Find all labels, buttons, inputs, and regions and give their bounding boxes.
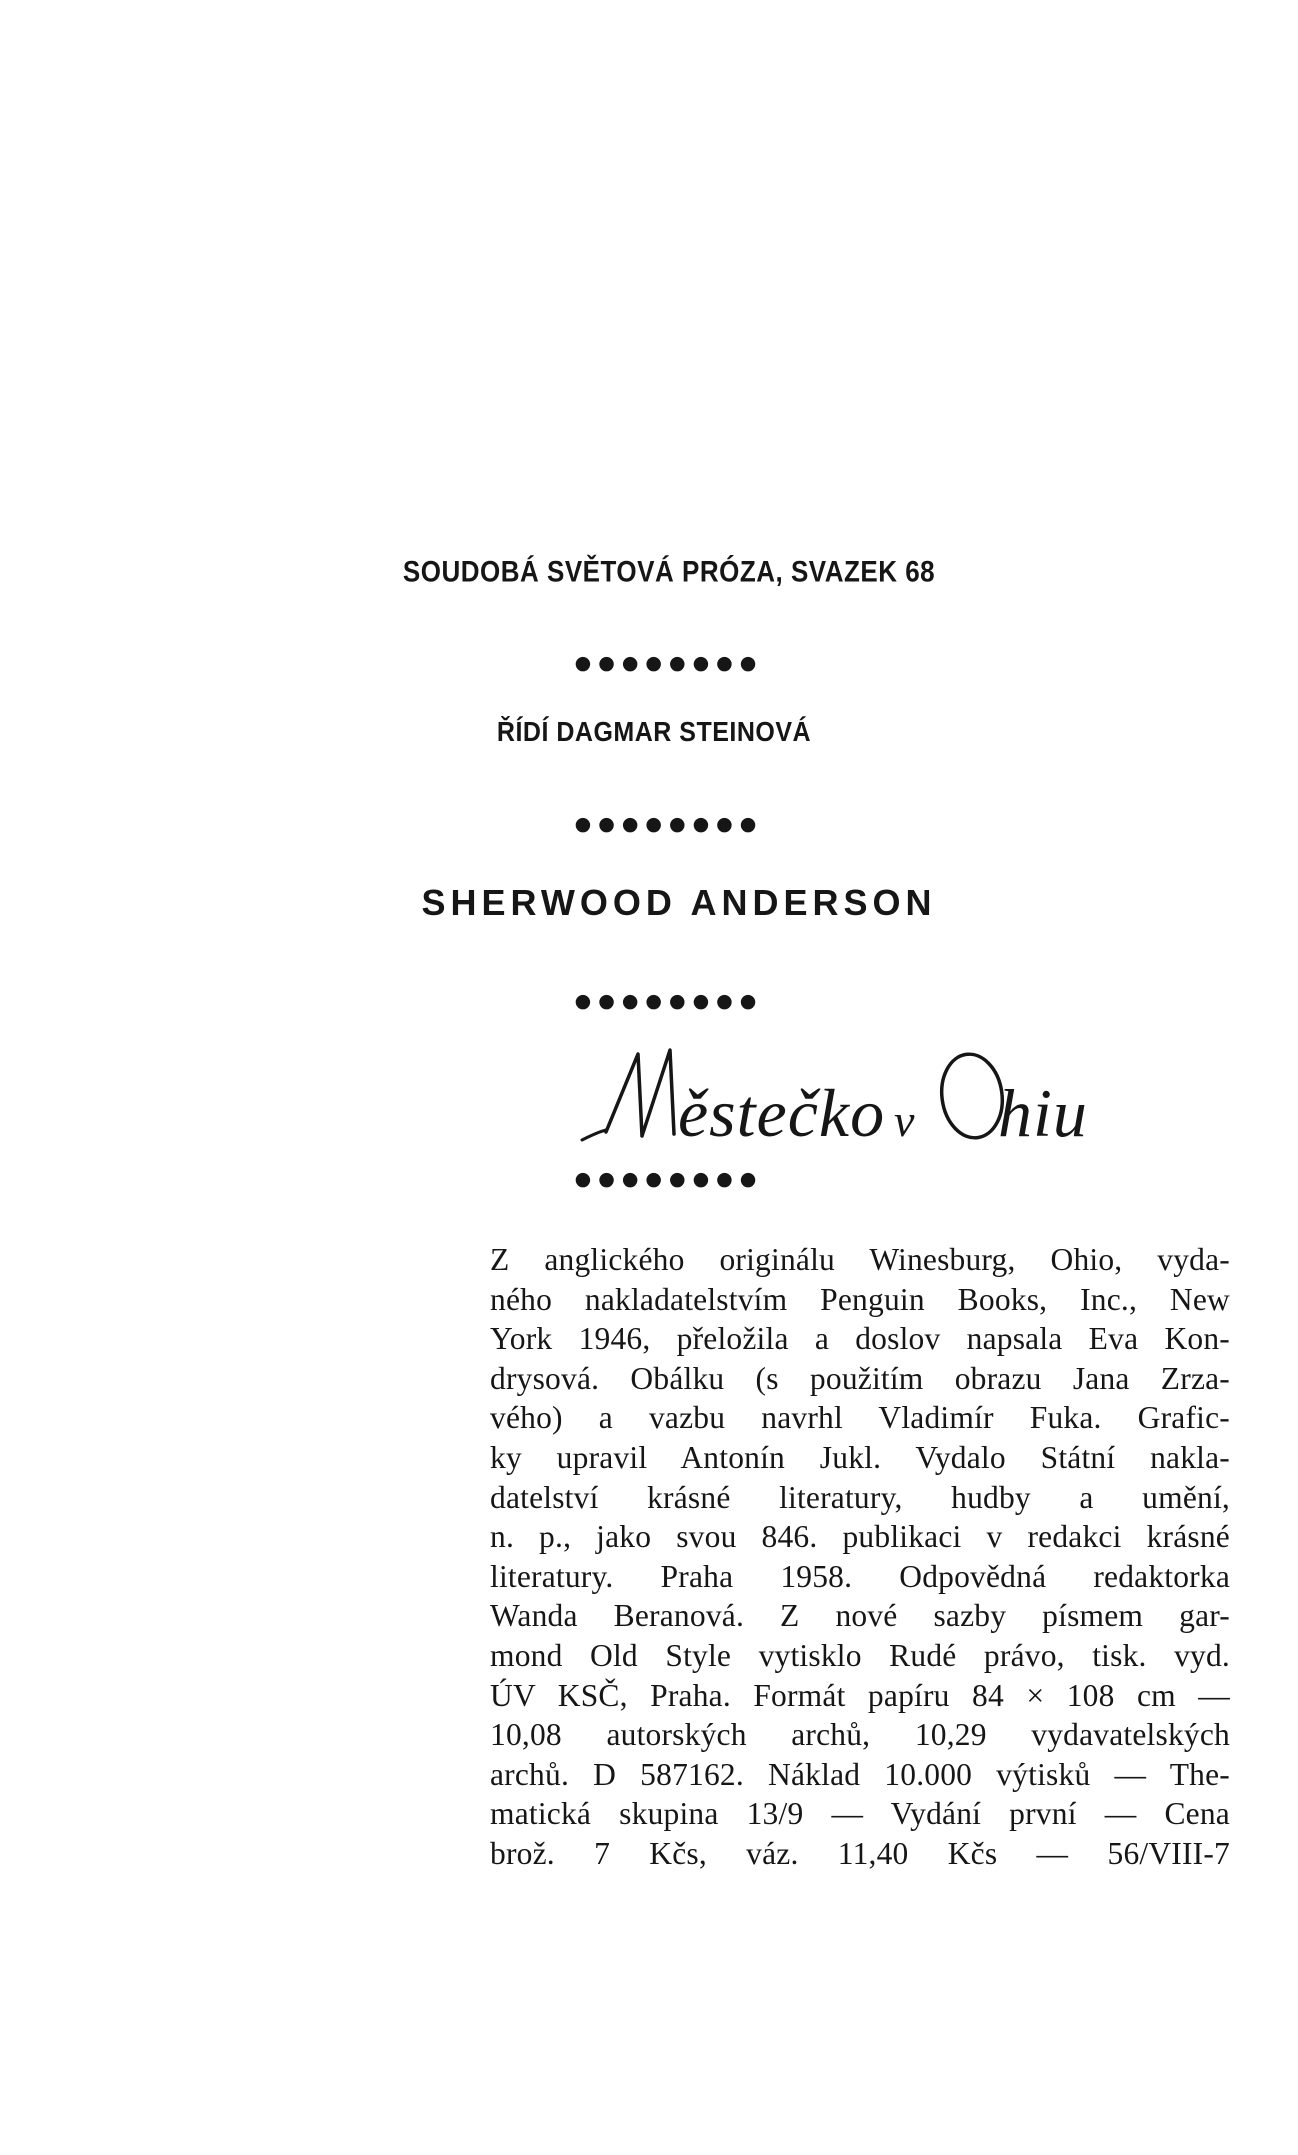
- colophon-line: York 1946, přeložila a doslov napsala Eva Kon-: [490, 1321, 1230, 1357]
- svg-text:ěstečko: ěstečko: [678, 1075, 886, 1150]
- colophon-line: matická skupina 13/9 — Vydání první — Cena: [490, 1796, 1230, 1832]
- dot-separator: ●●●●●●●●: [574, 813, 764, 835]
- colophon-line: brož. 7 Kčs, váz. 11,40 Kčs — 56/VIII-7: [490, 1835, 1230, 1871]
- colophon-line: Wanda Beranová. Z nové sazby písmem gar-: [490, 1598, 1230, 1634]
- series-heading: SOUDOBÁ SVĚTOVÁ PRÓZA, SVAZEK 68: [402, 553, 936, 589]
- colophon-line: archů. D 587162. Náklad 10.000 výtisků — The-: [490, 1756, 1230, 1792]
- colophon-line: 10,08 autorských archů, 10,29 vydavatelských: [490, 1717, 1230, 1753]
- author-name: SHERWOOD ANDERSON: [421, 882, 937, 923]
- colophon-line: literatury. Praha 1958. Odpovědná redaktorka: [490, 1558, 1230, 1594]
- colophon-line: ky upravil Antonín Jukl. Vydalo Státní nakla-: [490, 1439, 1230, 1475]
- colophon-line: ÚV KSČ, Praha. Formát papíru 84 × 108 cm —: [490, 1677, 1230, 1713]
- book-title-script: [580, 1040, 1220, 1150]
- dot-separator: ●●●●●●●●: [574, 990, 764, 1012]
- colophon-line: vého) a vazbu navrhl Vladimír Fuka. Grafic-: [490, 1400, 1230, 1436]
- dot-separator: ●●●●●●●●: [574, 1168, 764, 1190]
- colophon-line: ného nakladatelstvím Penguin Books, Inc., New: [490, 1281, 1230, 1317]
- svg-text:hiu: hiu: [998, 1075, 1088, 1150]
- editor-credit: ŘÍDÍ DAGMAR STEINOVÁ: [496, 716, 812, 748]
- colophon-line: n. p., jako svou 846. publikaci v redakci krásné: [490, 1519, 1230, 1555]
- colophon-text: [490, 1240, 1230, 1874]
- svg-text:v: v: [894, 1095, 915, 1146]
- dot-separator: ●●●●●●●●: [574, 652, 764, 674]
- colophon-line: Z anglického originálu Winesburg, Ohio, vyda-: [490, 1242, 1230, 1277]
- colophon-line: datelství krásné literatury, hudby a umění,: [490, 1479, 1230, 1515]
- colophon-line: drysová. Obálku (s použitím obrazu Jana Zrza-: [490, 1360, 1230, 1396]
- colophon-line: mond Old Style vytisklo Rudé právo, tisk. vyd.: [490, 1637, 1230, 1673]
